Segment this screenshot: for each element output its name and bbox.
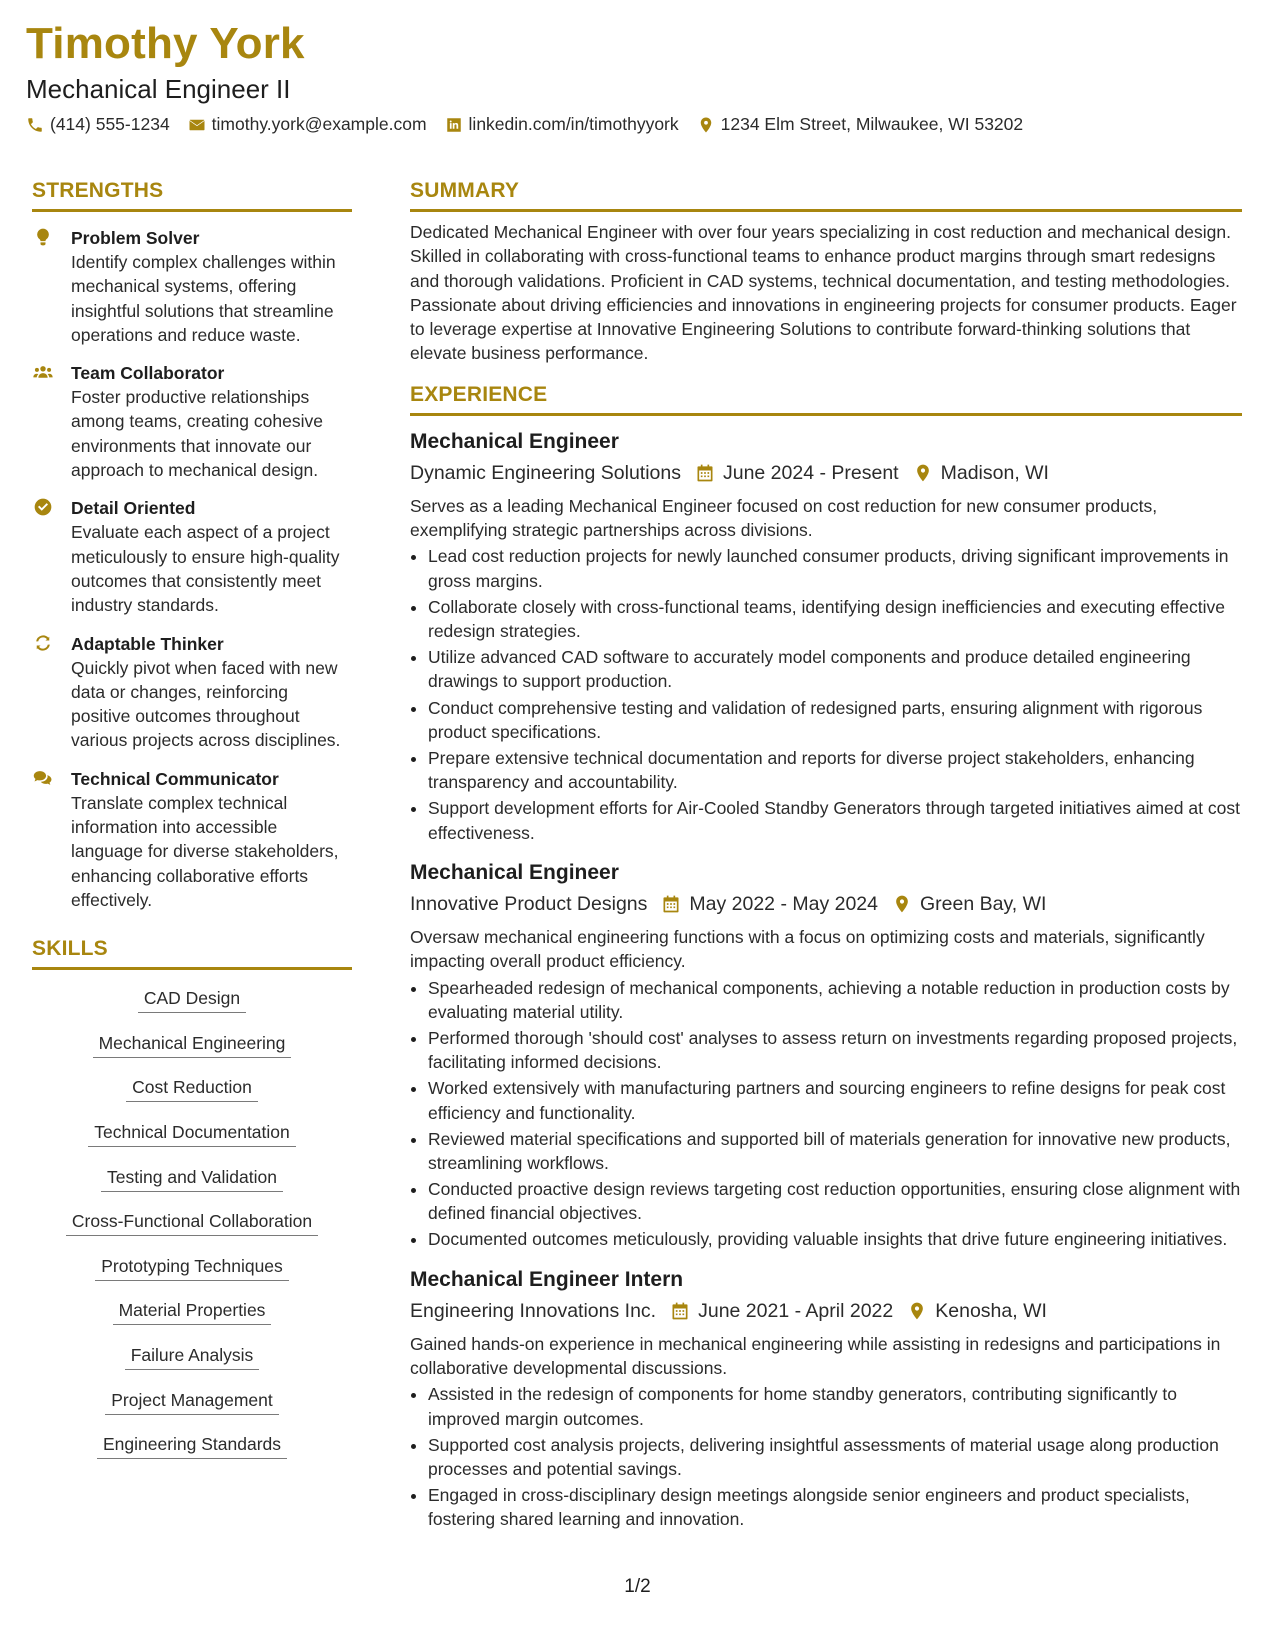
lightbulb-icon <box>32 227 54 247</box>
job-company: Dynamic Engineering Solutions <box>410 461 681 484</box>
job-title: Mechanical Engineer <box>410 429 619 453</box>
job-title: Mechanical Engineer Intern <box>410 1267 684 1291</box>
strength-title: Team Collaborator <box>71 363 225 384</box>
skills-list <box>32 986 352 1477</box>
sync-icon <box>32 633 54 653</box>
contact-bar <box>26 114 1023 135</box>
skill-item: Project Management <box>105 1388 278 1415</box>
job-entry <box>410 859 1242 1252</box>
skill-item: Testing and Validation <box>101 1165 283 1192</box>
map-marker-icon <box>907 1301 927 1321</box>
job-bullet: • Spearheaded redesign of mechanical components, achieving a notable reduction in production costs by evaluating material utility. <box>428 976 1242 1025</box>
job-company: Innovative Product Designs <box>410 892 648 915</box>
strength-item <box>32 361 352 482</box>
strength-item <box>32 632 352 753</box>
street-address: 1234 Elm Street, Milwaukee, WI 53202 <box>720 114 1024 134</box>
comments-icon <box>32 768 54 788</box>
strengths-list <box>32 226 352 916</box>
job-description: Oversaw mechanical engineering functions with a focus on optimizing costs and materials, significantly impacting overall product efficiency. <box>410 926 1205 972</box>
map-marker-icon <box>697 116 715 134</box>
linkedin-icon <box>445 116 463 134</box>
summary-heading: SUMMARY <box>410 180 1242 212</box>
contact-phone <box>26 114 170 135</box>
check-circle-icon <box>32 497 54 517</box>
job-bullet: • Assisted in the redesign of components for home standby generators, contributing significantly to improved margin outcomes. <box>428 1382 1242 1431</box>
job-meta <box>410 1296 1242 1326</box>
users-icon <box>32 362 54 382</box>
job-bullet: • Lead cost reduction projects for newly launched consumer products, driving significant improvements in gross margins. <box>428 544 1242 593</box>
skill-item: Engineering Standards <box>97 1432 287 1459</box>
job-bullet: • Documented outcomes meticulously, providing valuable insights that drive future engineering initiatives. <box>428 1227 1242 1251</box>
calendar-icon <box>661 894 681 914</box>
job-dates: June 2021 - April 2022 <box>698 1299 894 1322</box>
linkedin-url: linkedin.com/in/timothyyork <box>468 114 679 134</box>
strength-title: Technical Communicator <box>71 768 279 789</box>
job-bullet: • Performed thorough 'should cost' analyses to assess return on investments regarding proposed projects, facilitating informed decisions. <box>428 1026 1242 1075</box>
right-column <box>410 180 1242 1534</box>
job-description: Gained hands-on experience in mechanical engineering while assisting in redesigns and participations in collaborative developmental discussions. <box>410 1333 1221 1379</box>
strength-desc: Translate complex technical information into accessible language for diverse stakeholders, enhancing collaborative efforts effectively. <box>71 792 339 910</box>
job-dates: May 2022 - May 2024 <box>689 892 878 915</box>
calendar-icon <box>695 463 715 483</box>
job-location: Kenosha, WI <box>935 1299 1047 1322</box>
summary-text: Dedicated Mechanical Engineer with over four years specializing in cost reduction and mechanical design. Skilled in collaborating with cross-functional teams to enhance product margins through smart redesigns and thorough validations. Proficient in CAD systems, technical documentation, and testing methodologies. Passionate about driving efficiencies and innovations in engineering projects for consumer products. Eager to leverage expertise at Innovative Engineering Solutions to contribute forward-thinking solutions that elevate business performance. <box>410 222 1237 364</box>
calendar-icon <box>670 1301 690 1321</box>
job-entry <box>410 428 1242 845</box>
skill-item: Cost Reduction <box>126 1075 258 1102</box>
job-company: Engineering Innovations Inc. <box>410 1299 657 1322</box>
job-bullets <box>410 1382 1242 1531</box>
experience-heading: EXPERIENCE <box>410 384 1242 416</box>
job-dates: June 2024 - Present <box>722 461 899 484</box>
contact-email[interactable] <box>188 114 427 135</box>
job-meta <box>410 458 1242 488</box>
skill-item: Failure Analysis <box>125 1343 260 1370</box>
skill-item: Cross-Functional Collaboration <box>66 1209 318 1236</box>
job-bullet: • Support development efforts for Air-Cooled Standby Generators through targeted initiatives aimed at cost effectiveness. <box>428 796 1242 845</box>
job-bullet: • Prepare extensive technical documentation and reports for diverse project stakeholders, enhancing transparency and accountability. <box>428 746 1242 795</box>
job-bullet: • Engaged in cross-disciplinary design meetings alongside senior engineers and product specialists, fostering shared learning and innovation. <box>428 1483 1242 1532</box>
skill-item: CAD Design <box>138 986 246 1013</box>
left-column <box>32 180 352 1477</box>
job-bullet: • Worked extensively with manufacturing partners and sourcing engineers to refine designs for peak cost efficiency and functionality. <box>428 1076 1242 1125</box>
job-description: Serves as a leading Mechanical Engineer focused on cost reduction for new consumer products, exemplifying strategic partnerships across divisions. <box>410 495 1158 541</box>
candidate-title: Mechanical Engineer II <box>26 74 291 104</box>
strength-desc: Evaluate each aspect of a project meticulously to ensure high-quality outcomes that consistently meet industry standards. <box>71 522 340 616</box>
strengths-heading: STRENGTHS <box>32 180 352 212</box>
email-address: timothy.york@example.com <box>211 114 427 134</box>
job-bullets <box>410 976 1242 1252</box>
job-bullet: • Conducted proactive design reviews targeting cost reduction opportunities, ensuring close alignment with defined financial objectives. <box>428 1177 1242 1226</box>
job-bullet: • Utilize advanced CAD software to accurately model components and produce detailed engineering drawings to support production. <box>428 645 1242 694</box>
job-bullet: • Collaborate closely with cross-functional teams, identifying design inefficiencies and executing effective redesign strategies. <box>428 595 1242 644</box>
strength-title: Detail Oriented <box>71 498 196 519</box>
strength-item <box>32 767 352 912</box>
job-bullet: • Reviewed material specifications and supported bill of materials generation for innovative new products, streamlining workflows. <box>428 1127 1242 1176</box>
experience-list <box>410 428 1242 1532</box>
contact-address <box>697 114 1024 135</box>
strength-title: Adaptable Thinker <box>71 633 224 654</box>
map-marker-icon <box>892 894 912 914</box>
candidate-name: Timothy York <box>26 19 305 68</box>
job-bullet: • Conduct comprehensive testing and validation of redesigned parts, ensuring alignment with rigorous product specifications. <box>428 696 1242 745</box>
map-marker-icon <box>913 463 933 483</box>
envelope-icon <box>188 116 206 134</box>
strength-item <box>32 226 352 347</box>
strength-title: Problem Solver <box>71 228 200 248</box>
skill-item: Material Properties <box>113 1298 272 1325</box>
job-entry <box>410 1266 1242 1532</box>
strength-desc: Quickly pivot when faced with new data or changes, reinforcing positive outcomes throughout various projects across disciplines. <box>71 657 341 751</box>
job-title: Mechanical Engineer <box>410 860 619 884</box>
strength-desc: Identify complex challenges within mechanical systems, offering insightful solutions that streamline operations and reduce waste. <box>71 252 336 345</box>
contact-linkedin[interactable] <box>445 114 679 135</box>
job-bullets <box>410 544 1242 845</box>
strength-item <box>32 496 352 617</box>
page-number: 1/2 <box>624 1576 651 1597</box>
skill-item: Prototyping Techniques <box>95 1254 289 1281</box>
skill-item: Technical Documentation <box>88 1120 296 1147</box>
job-location: Green Bay, WI <box>920 892 1047 915</box>
phone-number: (414) 555-1234 <box>50 114 170 134</box>
skills-heading: SKILLS <box>32 938 352 970</box>
phone-icon <box>26 116 44 134</box>
strength-desc: Foster productive relationships among teams, creating cohesive environments that innovate our approach to mechanical design. <box>71 387 323 481</box>
job-location: Madison, WI <box>940 461 1049 484</box>
job-meta <box>410 889 1242 919</box>
skill-item: Mechanical Engineering <box>93 1031 292 1058</box>
job-bullet: • Supported cost analysis projects, delivering insightful assessments of material usage along production processes and potential savings. <box>428 1433 1242 1482</box>
